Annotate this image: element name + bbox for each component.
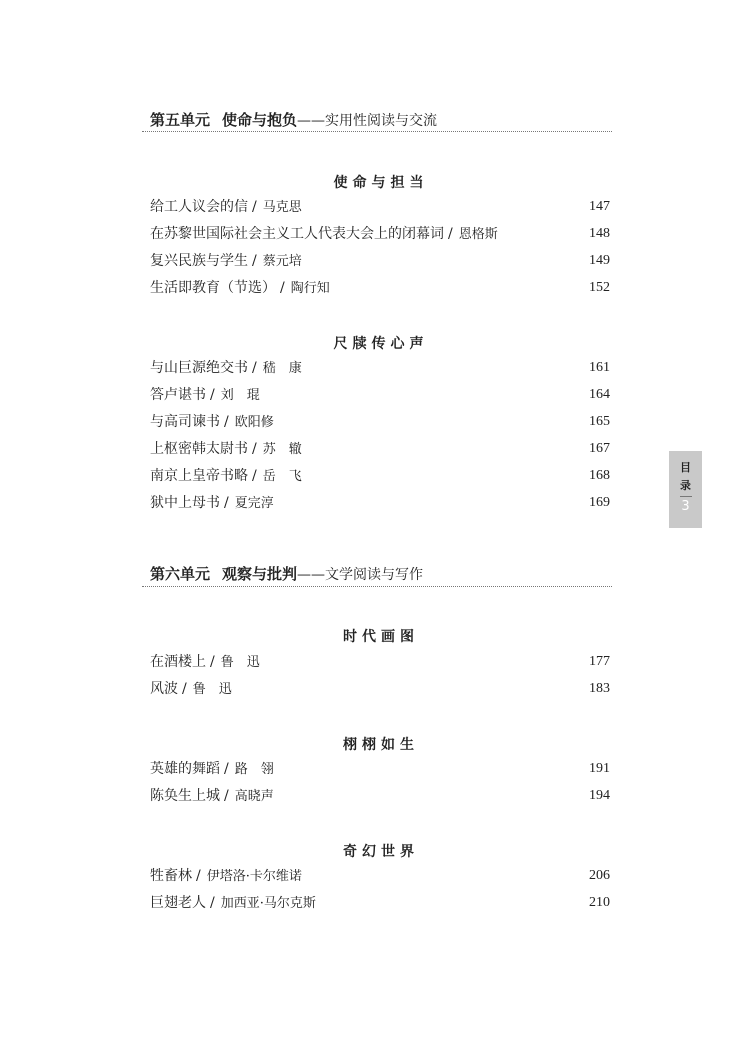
entry-page: 152 bbox=[589, 280, 610, 295]
toc-entry[interactable]: 南京上皇帝书略 / 岳 飞 168 bbox=[150, 465, 610, 487]
toc-entry[interactable]: 巨翅老人 / 加西亚·马尔克斯 210 bbox=[150, 892, 610, 914]
toc-entry[interactable]: 与山巨源绝交书 / 嵇 康 161 bbox=[150, 357, 610, 379]
entry-title: 答卢谌书 bbox=[150, 387, 206, 403]
group-title: 使命与担当 bbox=[333, 175, 429, 191]
entry-page: 147 bbox=[589, 199, 610, 214]
entry-title: 英雄的舞蹈 bbox=[150, 761, 220, 777]
entry-page: 206 bbox=[589, 868, 610, 883]
toc-entry[interactable]: 在酒楼上 / 鲁 迅 177 bbox=[150, 651, 610, 673]
entry-title: 风波 bbox=[150, 681, 178, 697]
entry-author: 欧阳修 bbox=[234, 415, 274, 430]
entry-page: 168 bbox=[589, 468, 610, 483]
entry-title: 复兴民族与学生 bbox=[150, 253, 248, 269]
dotted-divider bbox=[142, 586, 612, 587]
entry-author: 夏完淳 bbox=[234, 496, 274, 511]
entry-page: 164 bbox=[589, 387, 610, 402]
entry-title: 与高司谏书 bbox=[150, 414, 220, 430]
toc-entry[interactable]: 答卢谌书 / 刘 琨 164 bbox=[150, 384, 610, 406]
entry-page: 194 bbox=[589, 788, 610, 803]
entry-page: 183 bbox=[589, 681, 610, 696]
side-tab-divider bbox=[680, 496, 692, 497]
toc-entry[interactable]: 牲畜林 / 伊塔洛·卡尔维诺 206 bbox=[150, 865, 610, 887]
toc-entry[interactable]: 风波 / 鲁 迅 183 bbox=[150, 678, 610, 700]
entry-title: 南京上皇帝书略 bbox=[150, 468, 248, 484]
entry-page: 210 bbox=[589, 895, 610, 910]
entry-author: 嵇 康 bbox=[262, 361, 302, 376]
entry-page: 169 bbox=[589, 495, 610, 510]
entry-author: 陶行知 bbox=[290, 281, 330, 296]
entry-page: 191 bbox=[589, 761, 610, 776]
entry-author: 路 翎 bbox=[234, 762, 274, 777]
entry-title: 牲畜林 bbox=[150, 868, 192, 884]
entry-author: 鲁 迅 bbox=[220, 655, 260, 670]
entry-author: 马克思 bbox=[262, 200, 302, 215]
entry-page: 149 bbox=[589, 253, 610, 268]
unit-label: 第六单元 bbox=[150, 565, 211, 583]
side-tab bbox=[669, 451, 702, 528]
toc-entry[interactable]: 陈奂生上城 / 高晓声 194 bbox=[150, 785, 610, 807]
entry-page: 148 bbox=[589, 226, 610, 241]
toc-entry[interactable]: 上枢密韩太尉书 / 苏 辙 167 bbox=[150, 438, 610, 460]
toc-entry[interactable]: 生活即教育（节选） / 陶行知 152 bbox=[150, 277, 610, 299]
entry-author: 加西亚·马尔克斯 bbox=[220, 896, 316, 911]
unit-label: 第五单元 bbox=[150, 111, 211, 129]
entry-title: 巨翅老人 bbox=[150, 895, 206, 911]
entry-title: 狱中上母书 bbox=[150, 495, 220, 511]
group-title: 栩栩如生 bbox=[343, 737, 419, 753]
side-tab-char: 目 bbox=[680, 461, 691, 474]
toc-entry[interactable]: 英雄的舞蹈 / 路 翎 191 bbox=[150, 758, 610, 780]
entry-title: 生活即教育（节选） bbox=[150, 280, 276, 296]
entry-page: 161 bbox=[589, 360, 610, 375]
unit-5-header bbox=[150, 110, 612, 131]
toc-entry[interactable]: 在苏黎世国际社会主义工人代表大会上的闭幕词 / 恩格斯 148 bbox=[150, 223, 610, 245]
toc-entry[interactable]: 狱中上母书 / 夏完淳 169 bbox=[150, 492, 610, 514]
entry-title: 在苏黎世国际社会主义工人代表大会上的闭幕词 bbox=[150, 226, 444, 242]
entry-author: 伊塔洛·卡尔维诺 bbox=[206, 869, 302, 884]
entry-author: 鲁 迅 bbox=[192, 682, 232, 697]
toc-entry[interactable]: 给工人议会的信 / 马克思 147 bbox=[150, 196, 610, 218]
unit-theme: 使命与抱负 bbox=[222, 111, 298, 129]
dotted-divider bbox=[142, 131, 612, 132]
unit-subtitle: ——文学阅读与写作 bbox=[297, 567, 424, 583]
entry-page: 167 bbox=[589, 441, 610, 456]
entry-title: 在酒楼上 bbox=[150, 654, 206, 670]
entry-page: 165 bbox=[589, 414, 610, 429]
entry-title: 与山巨源绝交书 bbox=[150, 360, 248, 376]
entry-author: 高晓声 bbox=[234, 789, 274, 804]
toc-entry[interactable]: 复兴民族与学生 / 蔡元培 149 bbox=[150, 250, 610, 272]
entry-author: 苏 辙 bbox=[262, 442, 302, 457]
entry-author: 岳 飞 bbox=[262, 469, 302, 484]
unit-subtitle: ——实用性阅读与交流 bbox=[297, 113, 438, 129]
toc-entry[interactable]: 与高司谏书 / 欧阳修 165 bbox=[150, 411, 610, 433]
entry-title: 陈奂生上城 bbox=[150, 788, 220, 804]
side-tab-page-number: 3 bbox=[681, 499, 690, 514]
unit-6-header bbox=[150, 564, 612, 585]
entry-title: 给工人议会的信 bbox=[150, 199, 248, 215]
entry-author: 恩格斯 bbox=[458, 227, 498, 242]
group-title: 奇幻世界 bbox=[343, 844, 419, 860]
unit-theme: 观察与批判 bbox=[222, 565, 298, 583]
entry-author: 蔡元培 bbox=[262, 254, 302, 269]
group-title: 时代画图 bbox=[343, 629, 419, 645]
entry-page: 177 bbox=[589, 654, 610, 669]
group-title: 尺牍传心声 bbox=[333, 336, 429, 352]
entry-author: 刘 琨 bbox=[220, 388, 260, 403]
side-tab-char: 录 bbox=[680, 479, 691, 492]
entry-title: 上枢密韩太尉书 bbox=[150, 441, 248, 457]
